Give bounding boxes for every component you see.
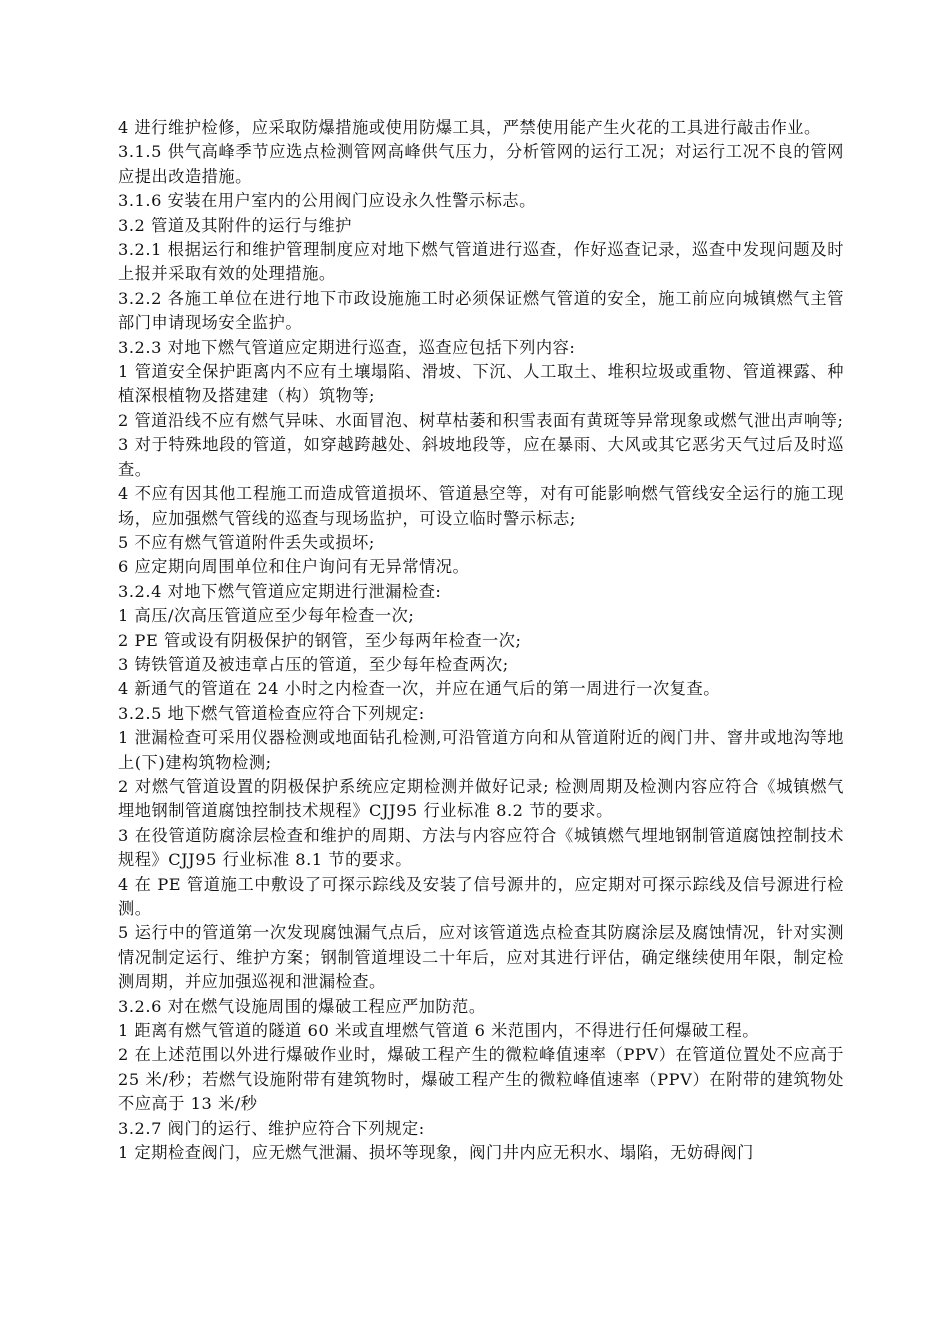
list-item: 2 PE 管或设有阴极保护的钢管，至少每两年检查一次; bbox=[118, 630, 522, 650]
list-item: 4 不应有因其他工程施工而造成管道损坏、管道悬空等，对有可能影响燃气管线安全运行的施工现场，应加强燃气管线的巡查与现场监护，可设立临时警示标志; bbox=[118, 484, 844, 528]
paragraph: 4 进行维护检修，应采取防爆措施或使用防爆工具，严禁使用能产生火花的工具进行敲击作业。 bbox=[118, 118, 821, 137]
list-item: 2 对燃气管道设置的阴极保护系统应定期检测并做好记录; 检测周期及检测内容应符合《城镇燃气埋地钢制管道腐蚀控制技术规程》CJJ95 行业标准 8.2 节的要求。 bbox=[118, 776, 844, 821]
paragraph: 3.2.5 地下燃气管道检查应符合下列规定: bbox=[118, 703, 425, 723]
list-item: 1 泄漏检查可采用仪器检测或地面钻孔检测,可沿管道方向和从管道附近的阀门井、窨井或地沟等地上(下)建构筑物检测; bbox=[118, 728, 844, 772]
paragraph: 3.1.5 供气高峰季节应选点检测管网高峰供气压力，分析管网的运行工况；对运行工况不良的管网应提出改造措施。 bbox=[118, 142, 844, 186]
paragraph: 3.2.6 对在燃气设施周围的爆破工程应严加防范。 bbox=[118, 996, 486, 1016]
paragraph: 3.2.4 对地下燃气管道应定期进行泄漏检查: bbox=[118, 581, 442, 601]
paragraph: 3.2.3 对地下燃气管道应定期进行巡查，巡查应包括下列内容: bbox=[118, 337, 576, 357]
paragraph: 3.1.6 安装在用户室内的公用阀门应设永久性警示标志。 bbox=[118, 191, 536, 211]
list-item: 2 在上述范围以外进行爆破作业时，爆破工程产生的微粒峰值速率（PPV）在管道位置处不应高于 25 米/秒；若燃气设施附带有建筑物时，爆破工程产生的微粒峰值速率（PPV）在附带的建筑物处不应高于 13 米/秒 bbox=[118, 1045, 844, 1114]
list-item: 4 新通气的管道在 24 小时之内检查一次，并应在通气后的第一周进行一次复查。 bbox=[118, 679, 720, 699]
list-item: 5 运行中的管道第一次发现腐蚀漏气点后，应对该管道选点检查其防腐涂层及腐蚀情况，针对实测情况制定运行、维护方案；钢制管道埋设二十年后，应对其进行评估，确定继续使用年限，制定检测周期，并应加强巡视和泄漏检查。 bbox=[118, 923, 844, 992]
document-page bbox=[118, 116, 844, 1165]
list-item: 1 高压/次高压管道应至少每年检查一次; bbox=[118, 606, 415, 626]
list-item: 4 在 PE 管道施工中敷设了可探示踪线及安装了信号源井的，应定期对可探示踪线及信号源进行检测。 bbox=[118, 874, 844, 918]
paragraph: 3.2.1 根据运行和维护管理制度应对地下燃气管道进行巡查，作好巡查记录，巡查中发现问题及时上报并采取有效的处理措施。 bbox=[118, 240, 844, 284]
paragraph: 3.2.2 各施工单位在进行地下市政设施施工时必须保证燃气管道的安全，施工前应向城镇燃气主管部门申请现场安全监护。 bbox=[118, 288, 844, 333]
list-item: 3 在役管道防腐涂层检查和维护的周期、方法与内容应符合《城镇燃气埋地钢制管道腐蚀控制技术规程》CJJ95 行业标准 8.1 节的要求。 bbox=[118, 825, 844, 870]
section-heading: 3.2 管道及其附件的运行与维护 bbox=[118, 215, 352, 235]
list-item: 1 定期检查阀门，应无燃气泄漏、损坏等现象，阀门井内应无积水、塌陷，无妨碍阀门 bbox=[118, 1143, 754, 1163]
paragraph: 3.2.7 阀门的运行、维护应符合下列规定: bbox=[118, 1118, 425, 1138]
list-item: 2 管道沿线不应有燃气异味、水面冒泡、树草枯萎和积雪表面有黄斑等异常现象或燃气泄出声响等; bbox=[118, 410, 844, 430]
list-item: 6 应定期向周围单位和住户询问有无异常情况。 bbox=[118, 557, 470, 577]
list-item: 5 不应有燃气管道附件丢失或损坏; bbox=[118, 532, 375, 552]
list-item: 1 距离有燃气管道的隧道 60 米或直埋燃气管道 6 米范围内，不得进行任何爆破工程。 bbox=[118, 1021, 759, 1041]
list-item: 1 管道安全保护距离内不应有土壤塌陷、滑坡、下沉、人工取土、堆积垃圾或重物、管道裸露、种植深根植物及搭建建（构）筑物等; bbox=[118, 362, 844, 406]
list-item: 3 对于特殊地段的管道，如穿越跨越处、斜坡地段等，应在暴雨、大风或其它恶劣天气过后及时巡查。 bbox=[118, 435, 844, 479]
list-item: 3 铸铁管道及被违章占压的管道，至少每年检查两次; bbox=[118, 654, 509, 674]
